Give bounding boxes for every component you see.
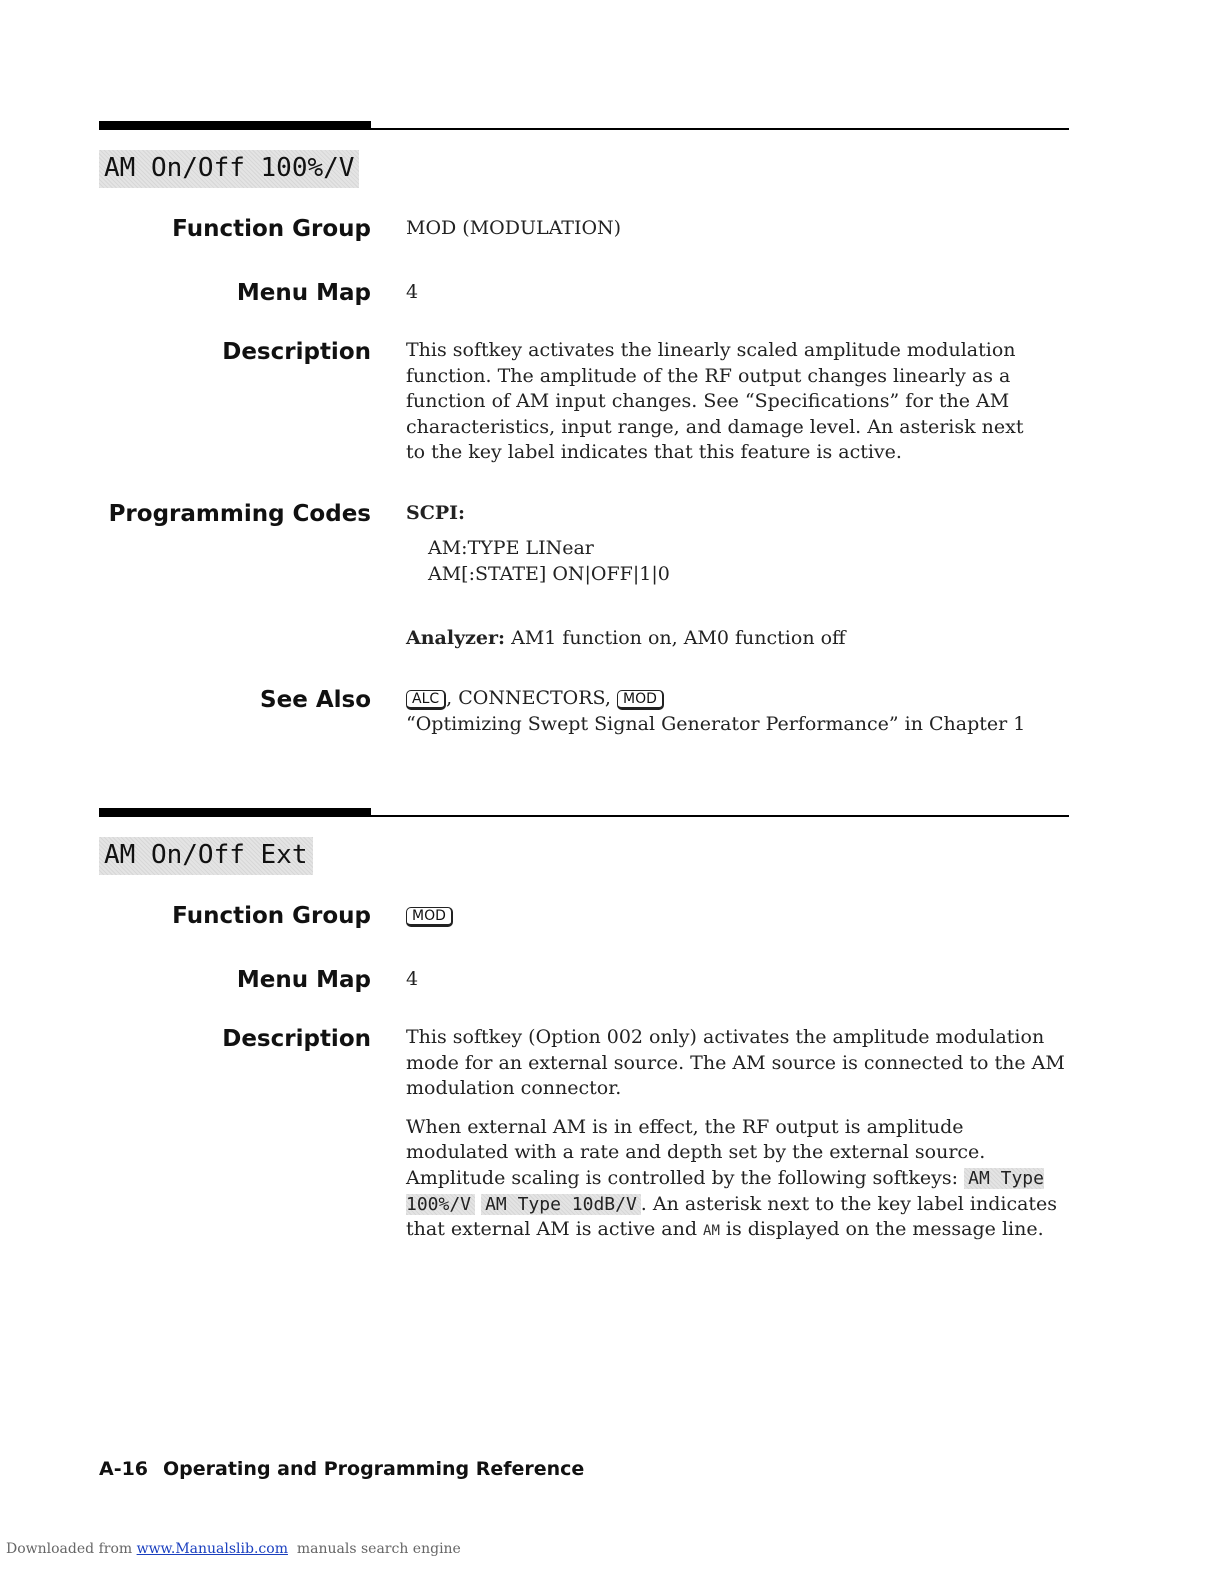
function-group-label: Function Group: [172, 216, 371, 242]
menu-map-value: 4: [406, 968, 419, 990]
menu-map-label: Menu Map: [236, 280, 371, 306]
description-label: Description: [222, 1026, 371, 1052]
function-group-label: Function Group: [172, 903, 371, 929]
download-prefix: Downloaded from: [6, 1541, 137, 1557]
section-title: AM On/Off Ext: [99, 837, 313, 875]
page-number: A-16: [99, 1458, 149, 1480]
menu-map-label: Menu Map: [236, 967, 371, 993]
scpi-line: AM[:STATE] ON|OFF|1|0: [428, 563, 670, 585]
menu-map-value: 4: [406, 281, 419, 303]
analyzer-label: Analyzer:: [406, 627, 506, 649]
see-also-label: See Also: [260, 687, 371, 713]
description-text: [406, 1025, 1071, 1258]
download-suffix: manuals search engine: [287, 1541, 461, 1557]
description-label: Description: [222, 339, 371, 365]
mod-key: MOD: [617, 690, 664, 710]
alc-key: ALC: [406, 690, 446, 710]
download-banner: [6, 1541, 461, 1557]
section-rule: [99, 815, 1069, 817]
analyzer-text: AM1 function on, AM0 function off: [511, 627, 846, 649]
see-also-reference: “Optimizing Swept Signal Generator Performance” in Chapter 1: [406, 712, 1026, 735]
manualslib-link[interactable]: www.Manualslib.com: [136, 1541, 288, 1557]
scpi-line: AM:TYPE LINear: [428, 537, 594, 559]
softkey-am-type-100: AM Type 100%/V: [406, 1167, 1044, 1215]
footer-title: Operating and Programming Reference: [163, 1458, 585, 1480]
programming-codes-label: Programming Codes: [108, 501, 371, 527]
analyzer-code: [406, 626, 846, 652]
softkey-am-type-10db: AM Type 10dB/V: [481, 1194, 641, 1215]
description-text: This softkey activates the linearly scaled amplitude modulation function. The amplitude of the RF output changes linearly as a function of AM input changes. See “Specifications” for the AM characteristics, input range, and damage level. An asterisk next to the key label indicates that this feature is active.: [406, 339, 1024, 464]
see-also-value: [406, 686, 1066, 737]
description-paragraph: [406, 1115, 1071, 1245]
function-group-value: MOD (MODULATION): [406, 217, 622, 239]
function-group-value: [406, 903, 453, 929]
section-rule: [99, 128, 1069, 130]
description-text-b: . An asterisk next to the key label indicates that external AM is active and: [406, 1192, 1058, 1241]
section-title: AM On/Off 100%/V: [99, 150, 359, 188]
description-text-a: When external AM is in effect, the RF output is amplitude modulated with a rate and depth set by the external source. Amplitude scaling is controlled by the following softkeys:: [406, 1115, 986, 1189]
scpi-label: SCPI:: [406, 502, 466, 524]
description-paragraph: This softkey (Option 002 only) activates the amplitude modulation mode for an external source. The AM source is connected to the AM modulation connector.: [406, 1026, 1065, 1100]
description-text-c: is displayed on the message line.: [719, 1218, 1044, 1241]
display-am-indicator: AM: [703, 1223, 720, 1240]
see-also-sep: , CONNECTORS,: [446, 687, 617, 709]
mod-key: MOD: [406, 907, 453, 927]
